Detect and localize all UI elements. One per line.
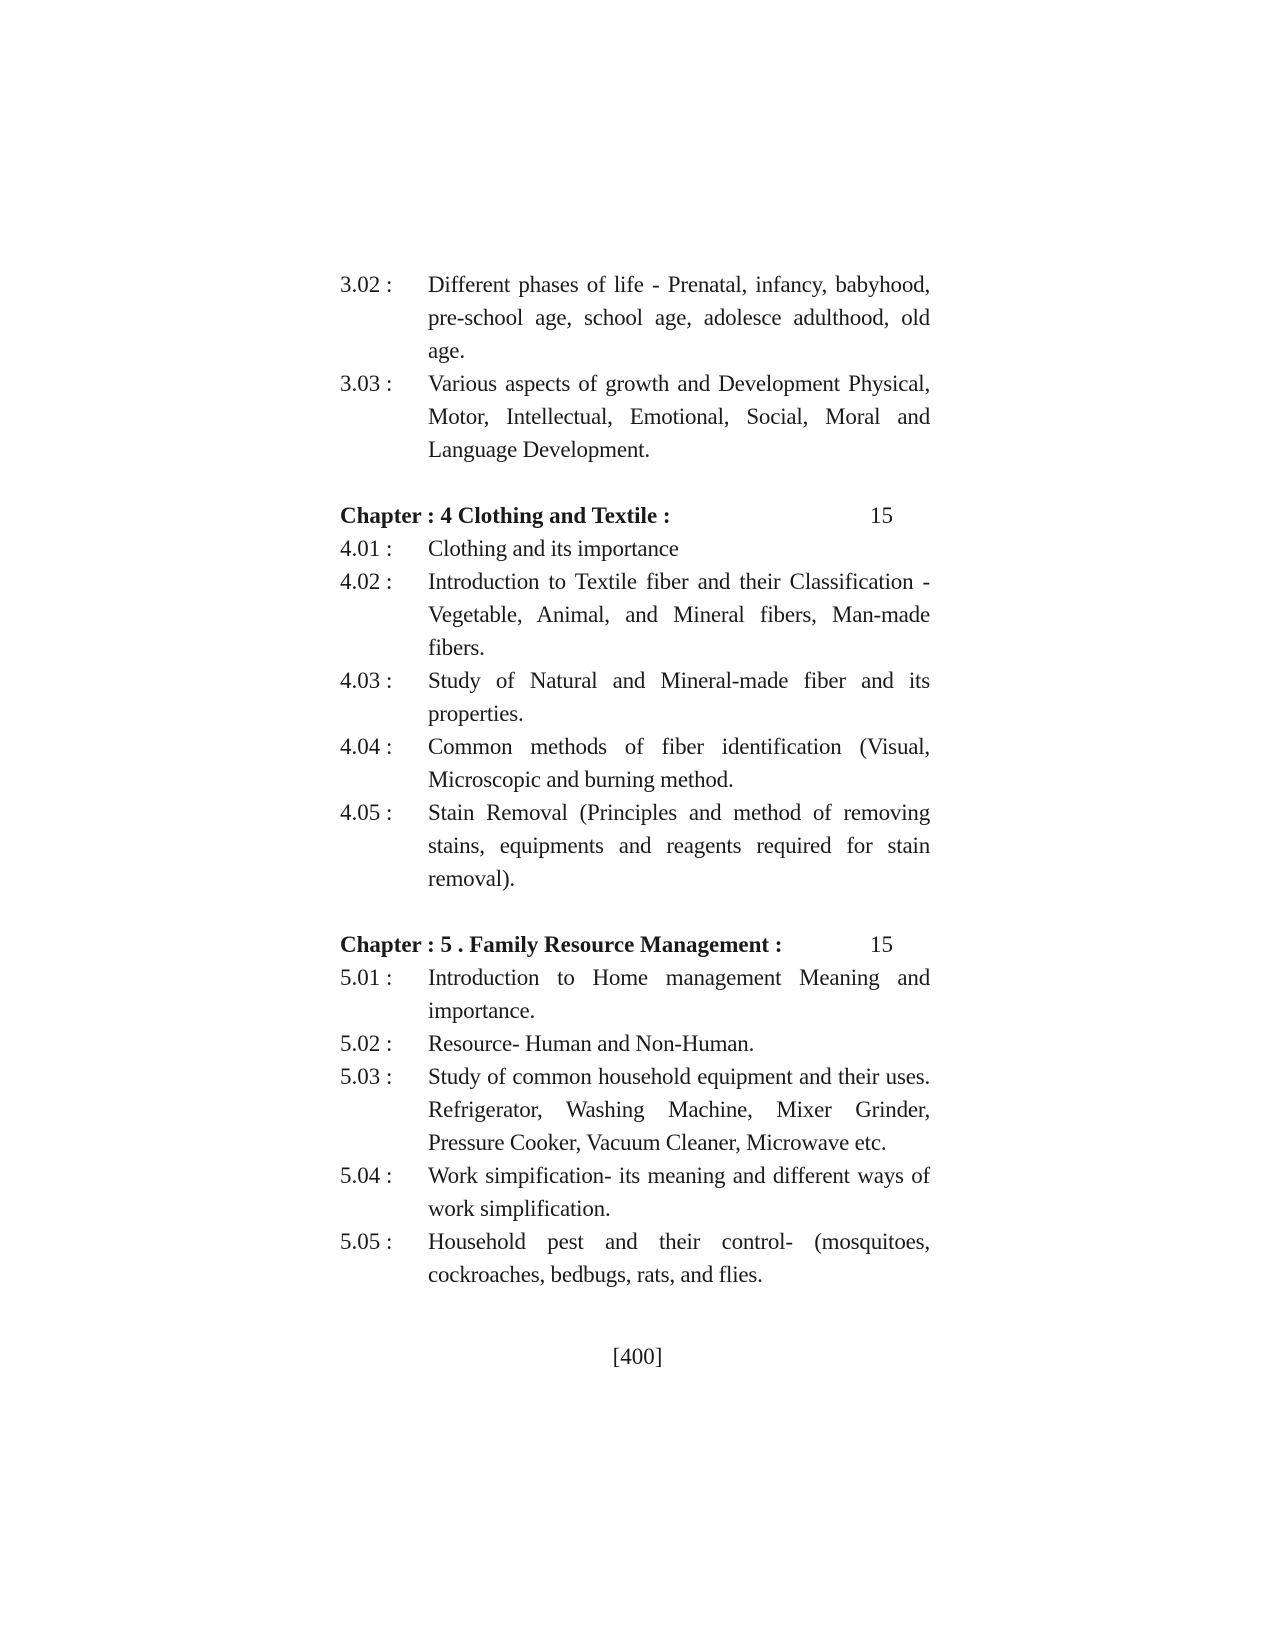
topic-number: 5.03 : — [340, 1064, 393, 1089]
topic-number: 4.03 : — [340, 668, 393, 693]
chapter-4-heading — [340, 499, 930, 532]
topic-item-3-02 — [340, 268, 930, 367]
topic-item-5-04 — [340, 1159, 930, 1225]
topic-item-5-01 — [340, 961, 930, 1027]
chapter-5-section — [340, 928, 930, 1291]
topic-text: Work simpification- its meaning and different ways of work simplification. — [428, 1163, 930, 1221]
topic-text: Study of Natural and Mineral-made fiber and its properties. — [428, 668, 930, 726]
chapter-4-section — [340, 499, 930, 895]
topic-item-4-05 — [340, 796, 930, 895]
topic-text: Household pest and their control- (mosquitoes, cockroaches, bedbugs, rats, and flies. — [428, 1229, 930, 1287]
topic-number: 3.02 : — [340, 272, 393, 297]
topic-item-5-05 — [340, 1225, 930, 1291]
topic-number: 5.04 : — [340, 1163, 393, 1188]
topic-text: Different phases of life - Prenatal, infancy, babyhood, pre-school age, school age, adolesce adulthood, old age. — [428, 272, 930, 363]
topic-number: 4.05 : — [340, 800, 393, 825]
topic-number: 4.04 : — [340, 734, 393, 759]
topic-number: 4.01 : — [340, 536, 393, 561]
topic-text: Introduction to Textile fiber and their Classification - Vegetable, Animal, and Mineral fibers, Man-made fibers. — [428, 569, 930, 660]
chapter-title: Chapter : 4 Clothing and Textile : — [340, 503, 671, 528]
topic-number: 5.05 : — [340, 1229, 393, 1254]
topic-text: Introduction to Home management Meaning and importance. — [428, 965, 930, 1023]
page-number: [400] — [612, 1344, 663, 1369]
topic-number: 3.03 : — [340, 371, 393, 396]
topic-text: Various aspects of growth and Development Physical, Motor, Intellectual, Emotional, Social, Moral and Language Development. — [428, 371, 930, 462]
topic-text: Clothing and its importance — [428, 536, 679, 561]
topic-item-4-04 — [340, 730, 930, 796]
topic-item-4-03 — [340, 664, 930, 730]
chapter-5-heading — [340, 928, 930, 961]
topic-text: Study of common household equipment and their uses. Refrigerator, Washing Machine, Mixer Grinder, Pressure Cooker, Vacuum Cleaner, Microwave etc. — [428, 1064, 930, 1155]
topic-number: 5.01 : — [340, 965, 393, 990]
topic-text: Stain Removal (Principles and method of removing stains, equipments and reagents required for stain removal). — [428, 800, 930, 891]
topic-item-4-02 — [340, 565, 930, 664]
topic-text: Common methods of fiber identification (Visual, Microscopic and burning method. — [428, 734, 930, 792]
topic-number: 4.02 : — [340, 569, 393, 594]
topic-number: 5.02 : — [340, 1031, 393, 1056]
chapter-3-continued — [340, 268, 930, 466]
topic-item-5-03 — [340, 1060, 930, 1159]
topic-item-3-03 — [340, 367, 930, 466]
chapter-marks: 15 — [870, 503, 893, 528]
chapter-title: Chapter : 5 . Family Resource Management : — [340, 932, 783, 957]
chapter-marks: 15 — [870, 932, 893, 957]
topic-item-4-01 — [340, 532, 930, 565]
syllabus-content — [340, 268, 930, 1291]
topic-item-5-02 — [340, 1027, 930, 1060]
topic-text: Resource- Human and Non-Human. — [428, 1031, 755, 1056]
